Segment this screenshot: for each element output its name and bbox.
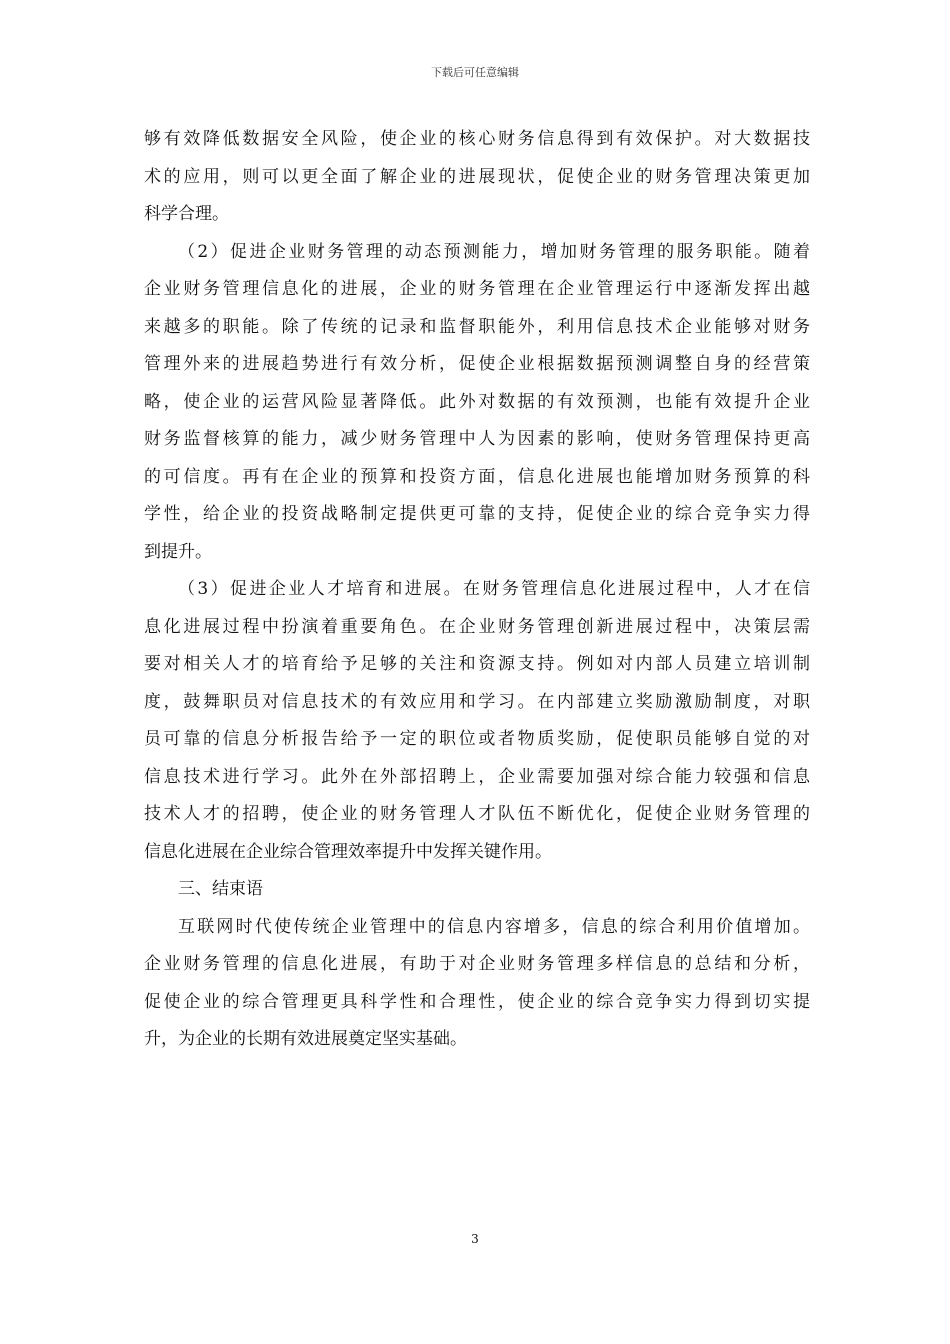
text-line: 信息技术进行学习。此外在外部招聘上，企业需要加强对综合能力较强和信息: [144, 766, 810, 787]
text-line: 度，鼓舞职员对信息技术的有效应用和学习。在内部建立奖励激励制度，对职: [144, 691, 810, 712]
document-body: [144, 121, 810, 1059]
text-line: 员可靠的信息分析报告给予一定的职位或者物质奖励，促使职员能够自觉的对: [144, 729, 810, 749]
text-line: 的可信度。再有在企业的预算和投资方面，信息化进展也能增加财务预算的科: [144, 466, 810, 487]
page-number: 3: [471, 1232, 479, 1246]
page-header: 下载后可任意编辑: [431, 66, 519, 79]
text-line: （3）促进企业人才培育和进展。在财务管理信息化进展过程中，人才在信: [178, 579, 810, 599]
text-line: 到提升。: [144, 541, 212, 562]
text-line: 三、结束语: [178, 879, 263, 899]
text-line: （2）促进企业财务管理的动态预测能力，增加财务管理的服务职能。随着: [178, 241, 810, 262]
text-line: 企业财务管理信息化的进展，企业的财务管理在企业管理运行中逐渐发挥出越: [144, 279, 810, 299]
text-line: 够有效降低数据安全风险，使企业的核心财务信息得到有效保护。对大数据技: [144, 129, 810, 149]
text-line: 息化进展过程中扮演着重要角色。在企业财务管理创新进展过程中，决策层需: [144, 616, 810, 637]
text-line: 科学合理。: [144, 204, 229, 224]
text-line: 信息化进展在企业综合管理效率提升中发挥关键作用。: [144, 841, 552, 862]
text-line: 促使企业的综合管理更具科学性和合理性，使企业的综合竞争实力得到切实提: [144, 991, 810, 1012]
text-line: 来越多的职能。除了传统的记录和监督职能外，利用信息技术企业能够对财务: [144, 316, 810, 337]
text-line: 财务监督核算的能力，减少财务管理中人为因素的影响，使财务管理保持更高: [144, 429, 810, 449]
text-line: 技术人才的招聘，使企业的财务管理人才队伍不断优化，促使企业财务管理的: [144, 804, 810, 824]
text-line: 学性，给企业的投资战略制定提供更可靠的支持，促使企业的综合竞争实力得: [144, 504, 810, 524]
text-line: 管理外来的进展趋势进行有效分析，促使企业根据数据预测调整自身的经营策: [144, 354, 810, 374]
text-line: 要对相关人才的培育给予足够的关注和资源支持。例如对内部人员建立培训制: [144, 654, 810, 674]
text-line: 略，使企业的运营风险显著降低。此外对数据的有效预测，也能有效提升企业: [144, 391, 810, 412]
text-line: 升，为企业的长期有效进展奠定坚实基础。: [144, 1029, 467, 1049]
text-line: 企业财务管理的信息化进展，有助于对企业财务管理多样信息的总结和分析，: [144, 954, 810, 974]
text-line: 术的应用，则可以更全面了解企业的进展现状，促使企业的财务管理决策更加: [144, 166, 810, 187]
text-line: 互联网时代使传统企业管理中的信息内容增多，信息的综合利用价值增加。: [178, 916, 810, 937]
